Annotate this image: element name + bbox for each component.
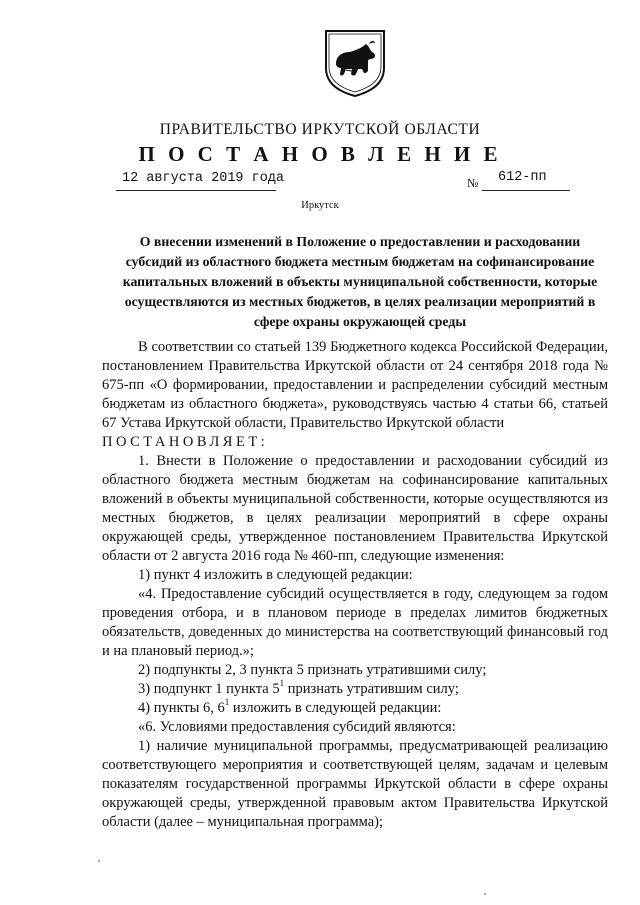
paragraph-1-3 <box>102 680 608 699</box>
issue-city: Иркутск <box>301 200 339 211</box>
decree-number: 612-пп <box>498 170 547 185</box>
decree-body <box>102 338 608 832</box>
paragraph-1-4-text: 4) пункты 6, 6 <box>138 700 225 716</box>
number-label: № <box>467 176 479 190</box>
superscript: 1 <box>279 678 285 689</box>
paragraph-1-4-text-end: изложить в следующей редакции: <box>229 700 442 716</box>
decree-subject: О внесении изменений в Положение о предоставлении и расходовании субсидий из областного бюджета местным бюджетам на софинансирование капитальных вложений в объекты муниципальной собственности, которые осуществляются из местных бюджетов, в целях реализации мероприятий в сфере охраны окружающей среды <box>122 234 598 329</box>
superscript: 1 <box>224 697 230 708</box>
scan-speck <box>484 893 486 895</box>
scan-speck <box>98 860 100 862</box>
document-type-title: П О С Т А Н О В Л Е Н И Е <box>138 142 502 166</box>
paragraph-1-1: 1) пункт 4 изложить в следующей редакции: <box>138 567 413 583</box>
paragraph-1: 1. Внести в Положение о предоставлении и расходовании субсидий из областного бюджета местным бюджетам на софинансирование капитальных вложений в объекты муниципальной собственности, которые осуществляются из местных бюджетов, в целях реализации мероприятий в сфере охраны окружающей среды, утвержденное постановлением Правительства Иркутской области от 2 августа 2016 года № 460-пп, следующие изменения: <box>102 453 608 564</box>
decree-date: 12 августа 2019 года <box>122 171 285 186</box>
paragraph-1-3-text-end: признать утратившим силу; <box>284 681 459 697</box>
resolves-heading: ПОСТАНОВЛЯЕТ: <box>102 434 269 450</box>
paragraph-1-2: 2) подпункты 2, 3 пункта 5 признать утратившими силу; <box>138 662 487 678</box>
paragraph-point-6-1: 1) наличие муниципальной программы, предусматривающей реализацию соответствующего мероприятия и соответствующей целям, задачам и целевым показателям государственной программы Иркутской области в сфере охраны окружающей среды, утвержденной правовым актом Правительства Иркутской области (далее – муниципальная программа); <box>102 738 608 830</box>
date-underline <box>116 190 276 191</box>
paragraph-1-3-text: 3) подпункт 1 пункта 5 <box>138 681 280 697</box>
irkutsk-coat-of-arms-icon <box>322 28 388 98</box>
government-name: ПРАВИТЕЛЬСТВО ИРКУТСКОЙ ОБЛАСТИ <box>159 121 481 138</box>
paragraph-1-4 <box>102 699 608 718</box>
preamble-paragraph: В соответствии со статьей 139 Бюджетного кодекса Российской Федерации, постановлением Правительства Иркутской области от 24 сентября 2018 года № 675-пп «О формировании, предоставлении и распределении субсидий местным бюджетам из областного бюджета», руководствуясь частью 4 статьи 66, статьей 67 Устава Иркутской области, Правительство Иркутской области <box>102 339 608 431</box>
number-underline <box>482 190 570 191</box>
paragraph-point-4-text: «4. Предоставление субсидий осуществляется в году, следующем за годом проведения отбора, и в плановом периоде в пределах лимитов бюджетных обязательств, доведенных до министерства на соответствующий финансовый год и на плановый период.»; <box>102 586 608 659</box>
paragraph-point-6-heading: «6. Условиями предоставления субсидий являются: <box>138 719 456 735</box>
